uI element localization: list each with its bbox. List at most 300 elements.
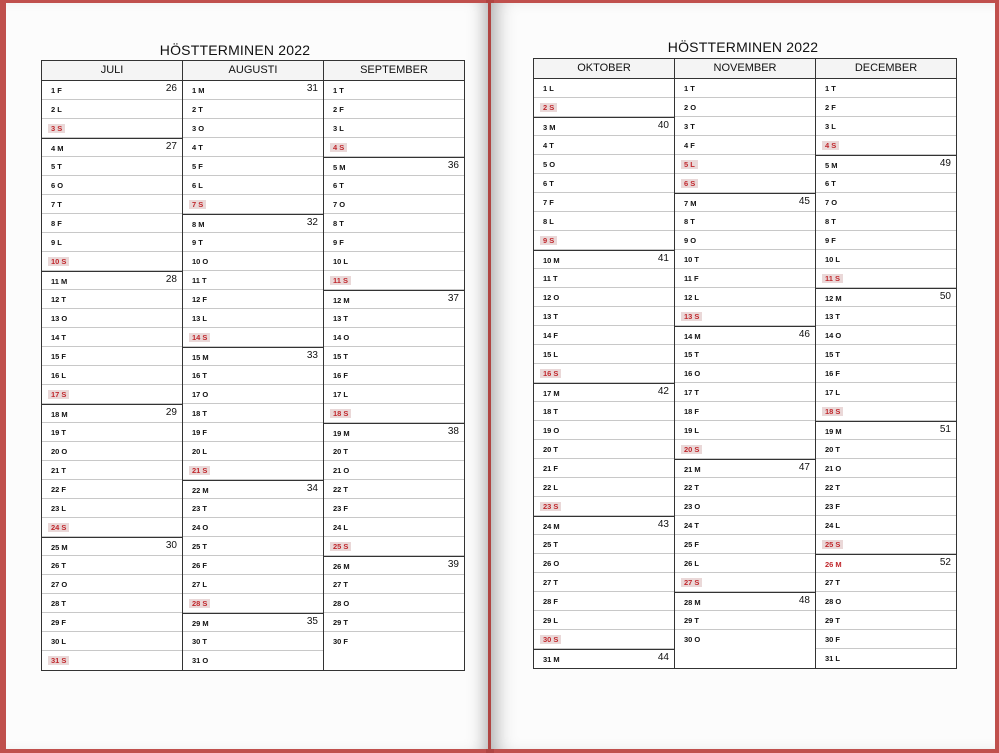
day-row[interactable] [534, 459, 674, 478]
day-label: 8 T [684, 217, 695, 226]
day-row[interactable] [42, 366, 182, 385]
day-label: 3 T [684, 122, 695, 131]
day-label: 27 T [333, 580, 349, 589]
day-label: 17 T [684, 388, 700, 397]
week-number: 30 [165, 540, 177, 551]
day-row[interactable] [534, 630, 674, 649]
day-row[interactable] [534, 611, 674, 630]
day-row[interactable] [324, 252, 464, 271]
month-column [674, 59, 815, 668]
day-label: 23 F [333, 504, 349, 513]
day-label: 1 T [684, 84, 695, 93]
day-label: 8 M [192, 220, 205, 229]
day-label: 26 T [51, 561, 67, 570]
day-label: 6 L [192, 181, 203, 190]
day-label: 27 L [192, 580, 208, 589]
day-row[interactable] [675, 269, 815, 288]
day-row[interactable] [675, 345, 815, 364]
day-row[interactable] [816, 535, 956, 554]
day-row[interactable] [42, 404, 182, 423]
day-row[interactable] [816, 630, 956, 649]
day-row[interactable] [534, 193, 674, 212]
day-label: 26 F [192, 561, 208, 570]
day-label: 11 F [684, 274, 699, 283]
month-header: DECEMBER [816, 59, 956, 79]
day-label: 4 T [543, 141, 554, 150]
day-row[interactable] [42, 271, 182, 290]
day-row[interactable] [675, 611, 815, 630]
day-label: 3 M [543, 123, 556, 132]
day-row[interactable] [534, 250, 674, 269]
day-row[interactable] [42, 632, 182, 651]
day-row[interactable] [324, 404, 464, 423]
sunday-label: 10 S [48, 257, 69, 266]
day-label: 5 M [333, 163, 346, 172]
day-row[interactable] [183, 366, 323, 385]
day-label: 19 F [192, 428, 208, 437]
sunday-label: 3 S [48, 124, 65, 133]
day-row[interactable] [816, 288, 956, 307]
day-row[interactable] [324, 271, 464, 290]
day-label: 16 T [192, 371, 208, 380]
sunday-label: 16 S [540, 369, 561, 378]
week-number: 29 [165, 407, 177, 418]
day-row[interactable] [675, 212, 815, 231]
day-row[interactable] [675, 421, 815, 440]
day-row[interactable] [534, 497, 674, 516]
day-row[interactable] [675, 136, 815, 155]
day-row[interactable] [534, 288, 674, 307]
day-row[interactable] [183, 100, 323, 119]
day-row[interactable] [534, 345, 674, 364]
day-label: 13 T [825, 312, 841, 321]
week-number: 47 [798, 462, 810, 473]
day-row[interactable] [816, 269, 956, 288]
day-row[interactable] [42, 537, 182, 556]
day-row[interactable] [675, 288, 815, 307]
day-label: 1 T [825, 84, 836, 93]
day-row[interactable] [42, 233, 182, 252]
day-row[interactable] [675, 573, 815, 592]
day-row[interactable] [816, 573, 956, 592]
week-number: 44 [657, 652, 669, 663]
day-row[interactable] [183, 157, 323, 176]
month-header: AUGUSTI [183, 61, 323, 81]
day-row[interactable] [816, 117, 956, 136]
day-label: 17 L [333, 390, 349, 399]
day-label: 13 T [333, 314, 349, 323]
day-row[interactable] [324, 385, 464, 404]
day-label: 21 O [825, 464, 842, 473]
day-row[interactable] [324, 575, 464, 594]
day-row[interactable] [534, 478, 674, 497]
day-row[interactable] [324, 594, 464, 613]
day-row[interactable] [534, 155, 674, 174]
day-row[interactable] [816, 459, 956, 478]
day-row[interactable] [183, 518, 323, 537]
day-label: 4 T [192, 143, 203, 152]
day-row[interactable] [42, 651, 182, 670]
day-row[interactable] [324, 499, 464, 518]
day-row[interactable] [675, 155, 815, 174]
day-row[interactable] [324, 233, 464, 252]
day-label: 18 T [543, 407, 559, 416]
day-row[interactable] [534, 212, 674, 231]
day-row[interactable] [42, 252, 182, 271]
week-number: 45 [798, 196, 810, 207]
day-label: 10 L [333, 257, 349, 266]
day-label: 21 T [51, 466, 67, 475]
week-number: 37 [447, 293, 459, 304]
day-row[interactable] [183, 119, 323, 138]
day-label: 30 L [51, 637, 67, 646]
day-row[interactable] [324, 309, 464, 328]
day-row[interactable] [534, 649, 674, 668]
day-row[interactable] [183, 309, 323, 328]
day-row[interactable] [183, 461, 323, 480]
day-label: 1 M [192, 86, 205, 95]
day-row[interactable] [183, 499, 323, 518]
day-label: 8 L [543, 217, 554, 226]
day-label: 12 M [333, 296, 350, 305]
day-row[interactable] [324, 556, 464, 575]
day-row[interactable] [816, 478, 956, 497]
day-row[interactable] [675, 250, 815, 269]
day-label: 30 F [333, 637, 349, 646]
day-row[interactable] [324, 290, 464, 309]
day-row[interactable] [534, 554, 674, 573]
day-row[interactable] [816, 402, 956, 421]
day-label: 1 L [543, 84, 554, 93]
day-label: 18 T [192, 409, 208, 418]
day-row[interactable] [675, 231, 815, 250]
month-column [534, 59, 674, 668]
day-label: 5 F [192, 162, 203, 171]
sunday-label: 2 S [540, 103, 557, 112]
day-row[interactable] [42, 328, 182, 347]
day-label: 12 T [51, 295, 67, 304]
day-row[interactable] [324, 423, 464, 442]
day-row[interactable] [183, 290, 323, 309]
day-row[interactable] [183, 328, 323, 347]
day-label: 4 F [684, 141, 695, 150]
day-row[interactable] [42, 613, 182, 632]
day-label: 21 M [684, 465, 701, 474]
sunday-label: 27 S [681, 578, 702, 587]
day-row[interactable] [534, 79, 674, 98]
day-row[interactable] [42, 385, 182, 404]
day-row[interactable] [324, 480, 464, 499]
day-row[interactable] [42, 119, 182, 138]
day-row[interactable] [183, 176, 323, 195]
day-row[interactable] [816, 98, 956, 117]
day-row[interactable] [42, 575, 182, 594]
day-row[interactable] [675, 307, 815, 326]
day-label: 29 T [333, 618, 349, 627]
month-header: OKTOBER [534, 59, 674, 79]
day-label: 13 O [51, 314, 68, 323]
day-row[interactable] [675, 117, 815, 136]
day-label: 2 L [51, 105, 62, 114]
day-row[interactable] [534, 231, 674, 250]
day-label: 19 O [543, 426, 560, 435]
day-row[interactable] [816, 231, 956, 250]
day-row[interactable] [183, 233, 323, 252]
day-row[interactable] [675, 440, 815, 459]
day-label: 6 O [51, 181, 64, 190]
day-row[interactable] [42, 100, 182, 119]
week-number: 31 [306, 83, 318, 94]
day-row[interactable] [324, 195, 464, 214]
week-number: 27 [165, 141, 177, 152]
sunday-label: 11 S [330, 276, 351, 285]
day-label: 8 F [51, 219, 62, 228]
day-label: 5 O [543, 160, 556, 169]
day-row[interactable] [534, 326, 674, 345]
right-page [491, 3, 995, 749]
day-row[interactable] [675, 630, 815, 649]
day-row[interactable] [816, 307, 956, 326]
day-label: 7 O [825, 198, 838, 207]
day-row[interactable] [324, 442, 464, 461]
day-row[interactable] [183, 556, 323, 575]
day-row[interactable] [183, 632, 323, 651]
day-row[interactable] [42, 309, 182, 328]
day-label: 4 M [51, 144, 64, 153]
day-row[interactable] [816, 79, 956, 98]
day-row[interactable] [183, 404, 323, 423]
day-row[interactable] [534, 440, 674, 459]
day-row[interactable] [816, 497, 956, 516]
day-label: 30 F [825, 635, 841, 644]
day-row[interactable] [42, 442, 182, 461]
day-row[interactable] [324, 119, 464, 138]
day-row[interactable] [42, 81, 182, 100]
day-row[interactable] [183, 271, 323, 290]
day-label: 25 T [543, 540, 559, 549]
day-label: 27 O [51, 580, 68, 589]
day-row[interactable] [534, 136, 674, 155]
day-row[interactable] [42, 195, 182, 214]
sunday-label: 28 S [189, 599, 210, 608]
day-label: 21 F [543, 464, 559, 473]
day-row[interactable] [675, 497, 815, 516]
day-row[interactable] [534, 402, 674, 421]
sunday-label: 4 S [330, 143, 347, 152]
calendar-table-right [533, 58, 957, 669]
day-row[interactable] [534, 573, 674, 592]
day-row[interactable] [324, 138, 464, 157]
day-row[interactable] [42, 461, 182, 480]
day-row[interactable] [534, 592, 674, 611]
day-label: 30 O [684, 635, 701, 644]
day-row[interactable] [675, 79, 815, 98]
day-row[interactable] [42, 518, 182, 537]
week-number: 34 [306, 483, 318, 494]
day-row[interactable] [675, 193, 815, 212]
sunday-label: 14 S [189, 333, 210, 342]
day-label: 17 O [192, 390, 209, 399]
day-row[interactable] [816, 440, 956, 459]
day-row[interactable] [816, 383, 956, 402]
day-row[interactable] [816, 250, 956, 269]
day-row[interactable] [816, 326, 956, 345]
day-label: 2 F [333, 105, 344, 114]
day-row[interactable] [816, 554, 956, 573]
day-row[interactable] [324, 100, 464, 119]
day-label: 18 M [51, 410, 68, 419]
day-row[interactable] [324, 613, 464, 632]
day-label: 7 O [333, 200, 346, 209]
day-label: 11 M [51, 277, 68, 286]
day-row[interactable] [324, 157, 464, 176]
day-row[interactable] [183, 651, 323, 670]
day-row[interactable] [675, 383, 815, 402]
day-label: 15 T [333, 352, 349, 361]
day-label: 22 T [333, 485, 349, 494]
day-label: 26 O [543, 559, 560, 568]
day-row[interactable] [324, 328, 464, 347]
day-row[interactable] [534, 98, 674, 117]
day-row[interactable] [675, 592, 815, 611]
day-row[interactable] [816, 592, 956, 611]
day-row[interactable] [324, 214, 464, 233]
day-label: 19 M [333, 429, 350, 438]
day-row[interactable] [324, 518, 464, 537]
week-number: 26 [165, 83, 177, 94]
day-row[interactable] [183, 347, 323, 366]
day-label: 17 M [543, 389, 560, 398]
day-row[interactable] [42, 138, 182, 157]
day-row[interactable] [675, 174, 815, 193]
day-label: 14 T [51, 333, 67, 342]
day-label: 3 L [333, 124, 344, 133]
day-row[interactable] [816, 364, 956, 383]
day-row[interactable] [42, 157, 182, 176]
day-label: 26 M [825, 560, 842, 569]
day-row[interactable] [183, 442, 323, 461]
day-row[interactable] [675, 554, 815, 573]
day-row[interactable] [816, 212, 956, 231]
day-row[interactable] [183, 138, 323, 157]
day-row[interactable] [324, 176, 464, 195]
day-row[interactable] [183, 81, 323, 100]
day-row[interactable] [816, 516, 956, 535]
day-label: 20 T [543, 445, 559, 454]
day-row[interactable] [816, 136, 956, 155]
day-row[interactable] [42, 499, 182, 518]
day-row[interactable] [183, 575, 323, 594]
day-row[interactable] [534, 117, 674, 136]
day-row[interactable] [675, 478, 815, 497]
day-label: 29 F [51, 618, 67, 627]
day-row[interactable] [183, 480, 323, 499]
day-row[interactable] [42, 176, 182, 195]
day-label: 6 T [825, 179, 836, 188]
day-row[interactable] [534, 364, 674, 383]
day-label: 10 O [192, 257, 209, 266]
day-row[interactable] [816, 649, 956, 668]
week-number: 33 [306, 350, 318, 361]
day-row[interactable] [534, 174, 674, 193]
day-row[interactable] [816, 345, 956, 364]
day-row[interactable] [42, 347, 182, 366]
day-row[interactable] [183, 537, 323, 556]
day-row[interactable] [42, 423, 182, 442]
day-row[interactable] [42, 556, 182, 575]
day-row[interactable] [183, 252, 323, 271]
week-number: 48 [798, 595, 810, 606]
day-row[interactable] [534, 307, 674, 326]
day-row[interactable] [324, 461, 464, 480]
day-row[interactable] [534, 535, 674, 554]
day-label: 10 M [543, 256, 560, 265]
day-row[interactable] [534, 421, 674, 440]
day-row[interactable] [42, 480, 182, 499]
day-row[interactable] [816, 155, 956, 174]
day-row[interactable] [42, 594, 182, 613]
sunday-label: 4 S [822, 141, 839, 150]
day-label: 3 O [192, 124, 205, 133]
day-label: 31 M [543, 655, 560, 664]
day-label: 10 T [684, 255, 700, 264]
day-label: 6 T [543, 179, 554, 188]
day-row[interactable] [42, 290, 182, 309]
day-row[interactable] [42, 214, 182, 233]
day-label: 1 T [333, 86, 344, 95]
day-row[interactable] [324, 347, 464, 366]
day-row[interactable] [534, 383, 674, 402]
day-row[interactable] [534, 269, 674, 288]
day-row[interactable] [183, 423, 323, 442]
day-row[interactable] [816, 174, 956, 193]
day-label: 28 O [825, 597, 842, 606]
day-row[interactable] [534, 516, 674, 535]
day-row[interactable] [816, 193, 956, 212]
day-label: 16 L [51, 371, 67, 380]
day-row[interactable] [324, 366, 464, 385]
day-row[interactable] [324, 81, 464, 100]
day-row[interactable] [675, 364, 815, 383]
day-row[interactable] [675, 326, 815, 345]
day-label: 22 L [543, 483, 559, 492]
day-label: 17 L [825, 388, 841, 397]
page-title: HÖSTTERMINEN 2022 [667, 39, 819, 55]
day-row[interactable] [675, 516, 815, 535]
day-row[interactable] [183, 195, 323, 214]
day-label: 25 T [192, 542, 208, 551]
day-row[interactable] [675, 459, 815, 478]
day-row[interactable] [324, 537, 464, 556]
day-row[interactable] [183, 214, 323, 233]
week-number: 41 [657, 253, 669, 264]
day-label: 9 O [684, 236, 697, 245]
day-row[interactable] [324, 632, 464, 651]
day-label: 24 M [543, 522, 560, 531]
day-row[interactable] [675, 402, 815, 421]
day-row[interactable] [183, 613, 323, 632]
day-row[interactable] [675, 98, 815, 117]
day-row[interactable] [675, 535, 815, 554]
day-row[interactable] [816, 611, 956, 630]
day-row[interactable] [183, 594, 323, 613]
day-row[interactable] [816, 421, 956, 440]
day-label: 23 T [192, 504, 208, 513]
day-row[interactable] [183, 385, 323, 404]
day-label: 26 M [333, 562, 350, 571]
day-label: 29 T [684, 616, 700, 625]
day-label: 25 F [684, 540, 700, 549]
